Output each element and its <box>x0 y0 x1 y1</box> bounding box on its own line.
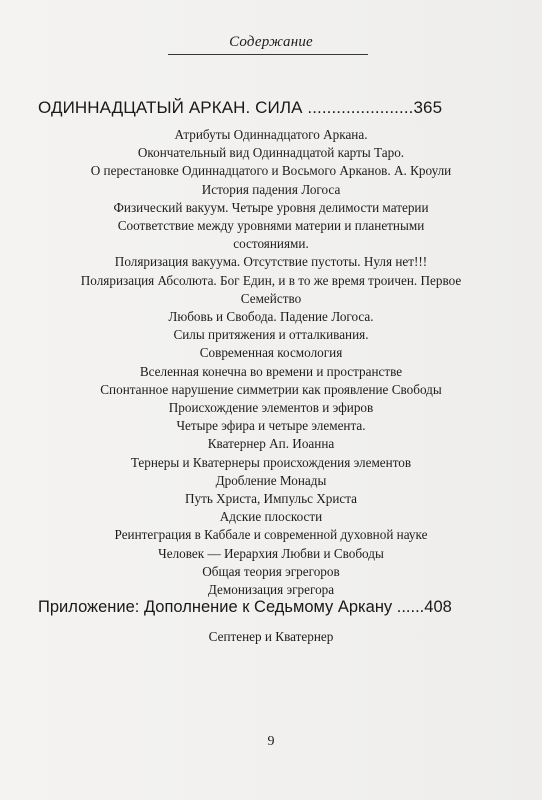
header-rule <box>168 54 368 55</box>
toc-entry: Любовь и Свобода. Падение Логоса. <box>168 309 374 325</box>
page-number: 9 <box>267 734 275 749</box>
toc-entry: Поляризация вакуума. Отсутствие пустоты. Нуля нет!!! <box>114 254 428 270</box>
toc-entry: Силы притяжения и отталкивания. <box>173 327 369 343</box>
toc-entry: Демонизация эгрегора <box>207 582 335 598</box>
toc-entry: Четыре эфира и четыре элемента. <box>176 418 366 434</box>
toc-entry: Адские плоскости <box>219 509 323 525</box>
running-title: Содержание <box>229 34 313 50</box>
toc-entry: Происхождение элементов и эфиров <box>168 400 374 416</box>
toc-entry-list <box>0 126 542 599</box>
appendix-heading: Приложение: Дополнение к Седьмому Аркану ......408 <box>38 598 452 616</box>
toc-entry: Реинтеграция в Каббале и современной духовной науке <box>114 527 428 543</box>
toc-entry: Окончательный вид Одиннадцатой карты Таро. <box>137 145 405 161</box>
toc-entry: Человек — Иерархия Любви и Свободы <box>158 545 384 561</box>
toc-entry: состояниями. <box>233 236 309 252</box>
toc-entry: Вселенная конечна во времени и пространстве <box>139 363 403 379</box>
chapter-heading: ОДИННАДЦАТЫЙ АРКАН. СИЛА ......................365 <box>38 98 443 117</box>
toc-entry: Путь Христа, Импульс Христа <box>184 491 358 507</box>
toc-entry: Спонтанное нарушение симметрии как проявление Свободы <box>100 381 442 397</box>
toc-entry: История падения Логоса <box>201 181 341 197</box>
toc-entry: О перестановке Одиннадцатого и Восьмого Арканов. А. Кроули <box>90 163 452 179</box>
toc-entry: Кватернер Ап. Иоанна <box>207 436 335 452</box>
appendix-entry-list <box>0 628 542 646</box>
toc-entry: Дробление Монады <box>215 472 327 488</box>
toc-entry: Физический вакуум. Четыре уровня делимости материи <box>113 199 429 215</box>
toc-entry: Современная космология <box>199 345 343 361</box>
toc-entry: Поляризация Абсолюта. Бог Един, и в то же время троичен. Первое <box>80 272 462 288</box>
toc-entry: Тернеры и Кватернеры происхождения элементов <box>130 454 412 470</box>
toc-entry: Соответствие между уровнями материи и планетными <box>117 218 425 234</box>
toc-entry: Атрибуты Одиннадцатого Аркана. <box>174 127 368 142</box>
toc-entry: Септенер и Кватернер <box>208 629 334 644</box>
toc-entry: Общая теория эгрегоров <box>202 563 340 579</box>
toc-entry: Семейство <box>240 290 302 306</box>
